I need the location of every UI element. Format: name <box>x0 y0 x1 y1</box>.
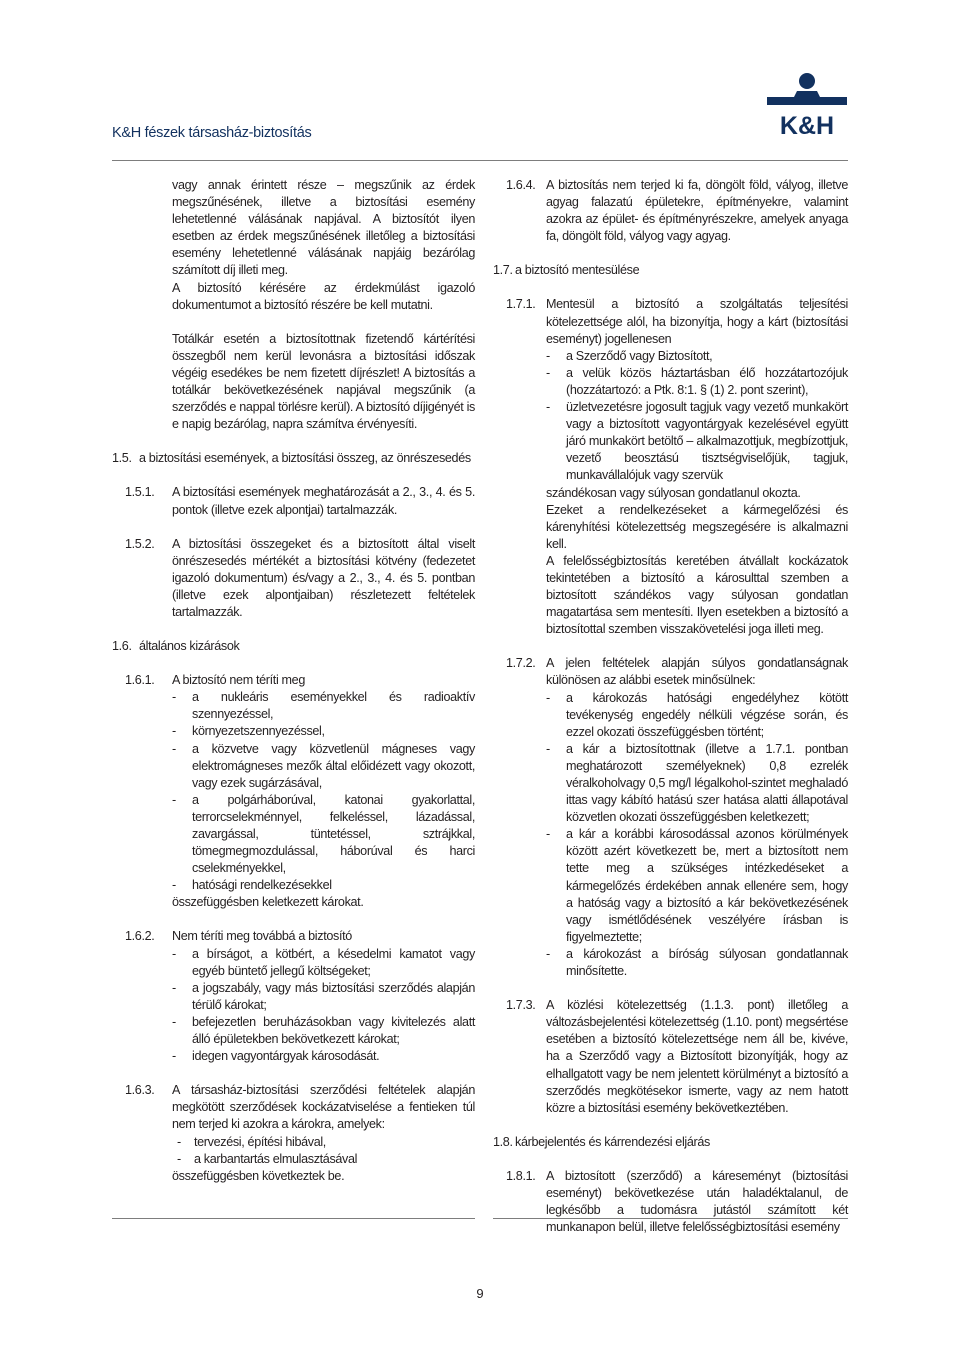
list-item: - a kár a korábbi károsodással azonos körülmények között azért következett be, mert a biztosított nem tette meg a szükséges intézkedéseket a kármegelőzés érdekében annak ellenére sem, hogy a hatóság vagy a biztosító a kár bekövetkezésének vagy ismétlődésének veszélyére írásban is figyelmeztette; <box>546 827 848 944</box>
list-item: - befejezetlen beruházásokban vagy kivitelezés alatt álló épületekben bekövetkezett károkat; <box>172 1014 475 1047</box>
list-item: - a kár a biztosítottnak (illetve a 1.7.1. pontban meghatározott személyeknek) 0,8 ezrelék véralkoholvagy 0,5 mg/l légalkohol-szintet meghaladó ittas vagy kábító hatású szer hatása alatti állapotával közvetlen okozati összefüggésben keletkezett; <box>546 741 848 825</box>
clause-1-5-1: 1.5.1. A biztosítási események meghatározását a 2., 3., 4. és 5. pontok (illetve ezek alpontjai) tartalmazzák. <box>125 485 475 517</box>
list-item: - a közvetve vagy közvetlenül mágneses vagy elektromágneses mezők által előidézett vagy okozott, vagy ezek sugárzásával, <box>172 741 475 790</box>
section-heading-1-8: 1.8. kárbejelentés és kárrendezési eljárás <box>493 1134 710 1149</box>
list-item: - tervezési, építési hibával, <box>177 1134 326 1149</box>
section-heading-1-7: 1.7. a biztosító mentesülése <box>493 263 640 278</box>
section-heading-1-6: 1.6. általános kizárások <box>112 639 240 654</box>
list-item: - hatósági rendelkezésekkel <box>172 878 332 893</box>
svg-text:K&H: K&H <box>779 112 835 138</box>
clause-1-6-3: 1.6.3. A társasház-biztosítási szerződési feltételek alapján megkötött szerződések kockázatviselése a fentieken túl nem terjed ki azokra a károkra, amelyek: - tervezési, építési hibával, - a karbantartás elmulasztásával összefüggésben következtek be. <box>125 1083 475 1183</box>
clause-1-7-2: 1.7.2. A jelen feltételek alapján súlyos gondatlanságnak különösen az alábbi esetek minősülnek: - a károkozás hatósági engedélyhez kötött tevékenység engedély nélküli végzése során, és ezzel okozati összefüggésben történt; - a kár a biztosítottnak (illetve a 1.7.1. pontban meghatározott személyeknek) 0,8 ezrelék véralkoholvagy 0,5 mg/l légalkohol-szintet meghaladó ittas vagy kábító hatású szer hatása alatti állapotával közvetlen okozati összefüggésben keletkezett; - a kár a korábbi károsodással azonos körülmények között azért következett be, mert a biztosított nem tette meg a szükséges intézkedéseket a kármegelőzés érdekében annak ellenére sem, hogy a hatóság vagy a biztosító a kár bekövetkezésének vagy ismétlődésének veszélyére írásban is figyelmeztette; - a károkozást a bíróság súlyosan gondatlannak minősítette. <box>493 655 848 980</box>
header-rule <box>112 160 848 161</box>
list-item: - a nukleáris eseményekkel és radioaktív szennyezéssel, <box>172 690 475 722</box>
list-item: - idegen vagyontárgyak károsodását. <box>172 1049 380 1064</box>
clause-1-7-1: 1.7.1. Mentesül a biztosító a szolgáltatás teljesítési kötelezettsége alól, ha bizonyítja, hogy a kárt (biztosítási eseményt) jogellenesen - a Szerződő vagy Biztosított, - a velük közös háztartásban élő hozzátartozójuk (hozzátartozó: a Ptk. 8:1. § (1) 2. pont szerint), - üzletvezetésre jogosult tagjuk vagy vezető munkakört vagy a biztosított vagyontárgyak kezelésével együtt járó munkakört betöltő – alkalmazottjuk, megbízottjuk, vezető beosztású tisztségviselőjük, tagjuk, munkavállalójuk vagy szervük szándékosan vagy súlyosan gondatlanul okozta. Ezeket a rendelkezéseket a kármegelőzési és kárenyhítési kötelezettség megszegésére is alkalmazni kell. A felelősségbiztosítás keretében átvállalt kockázatok tekintetében a biztosító a károsulttal szemben a biztosított szándékos vagy súlyosan gondatlan magatartása sem mentesíti. Ilyen esetekben a biztosító a biztosítottal szemben visszakövetelési joga illeti meg. <box>506 297 848 637</box>
clause-1-6-4: 1.6.4. A biztosítás nem terjed ki fa, döngölt föld, vályog, illetve agyag falazatú épületekre, építményekre, valamint azokra az épület- és építményrészekre, amelyek anyaga fa, döngölt föld, vályog vagy agyag. <box>506 178 848 244</box>
clause-1-8-1: 1.8.1. A biztosított (szerződő) a káreseményt (biztosítási eseményt) bekövetkezése után haladéktalanul, de legkésőbb a tudomásra jutástól számított két munkanapon belül, illetve felelősségbiztosítási esemény <box>506 1168 848 1235</box>
list-item: - a karbantartás elmulasztásával <box>177 1151 358 1166</box>
section-heading-1-5: 1.5. a biztosítási események, a biztosítási összeg, az önrészesedés <box>112 451 471 466</box>
list-item: - a polgárháborúval, katonai gyakorlattal, terrorcselekménnyel, felkeléssel, lázadással, zavargással, tüntetéssel, sztrájkkal, tömegmegmozdulással, háborúval és harci cselekményekkel, <box>172 792 475 876</box>
list-item: - a Szerződő vagy Biztosított, <box>546 348 713 363</box>
right-column <box>493 177 848 1236</box>
footer-rule-left <box>112 1218 475 1219</box>
page-number: 9 <box>476 1286 484 1301</box>
list-item: - a károkozást a bíróság súlyosan gondatlannak minősítette. <box>546 946 848 979</box>
list-item: - környezetszennyezéssel, <box>172 724 325 739</box>
paragraph: Totálkár esetén a biztosítottnak fizetendő kártérítési összegből nem kerül levonásra a biztosítási időszak végéig esedékes be nem fizetett díjrészlet! A biztosítás a totálkár bekövetkezésének napjával megszűnik (a szerződés e nappal törlésre kerül). A biztosító díjigényét is e napig bezárólag, napra számítva érvényesíti. <box>172 331 475 432</box>
clause-1-5-2: 1.5.2. A biztosítási összegeket és a biztosított által viselt önrészesedés mértékét a biztosítási kötvény (fedezetet igazoló dokumentum) és/vagy a 2., 3., 4. és 5. pontban (illetve ezek alpontjaiban) részletezett feltételek tartalmazzák. <box>125 536 475 619</box>
clause-1-7-3: 1.7.3. A közlési kötelezettség (1.1.3. pont) illetőleg a változásbejelentési kötelezettség (1.10. pont) megsértése esetében a biztosító kötelezettsége nem áll be, kivéve, ha a Szerződő vagy a Biztosított bizonyítják, hogy az elhallgatott vagy be nem jelentett körülményt a biztosító a szerződés megkötésekor ismerte, vagy az nem hatott közre a biztosítási esemény bekövetkeztében. <box>506 998 848 1115</box>
kh-logo <box>766 72 848 138</box>
paragraph: A biztosító kérésére az érdekmúlást igazoló dokumentumot a biztosító részére be kell mutatni. <box>172 280 475 312</box>
clause-1-6-2: 1.6.2. Nem téríti meg továbbá a biztosító - a bírságot, a kötbért, a késedelmi kamatot vagy egyéb büntető jellegű költségeket; - a jogszabály, vagy más biztosítási szerződés alapján térülő károkat; - befejezetlen beruházásokban vagy kivitelezés alatt álló épületekben bekövetkezett károkat; - idegen vagyontárgyak károsodását. <box>112 928 475 1065</box>
list-item: - a bírságot, a kötbért, a késedelmi kamatot vagy egyéb büntető jellegű költségeket; <box>172 946 475 978</box>
list-item: - a károkozás hatósági engedélyhez kötött tevékenység engedély nélküli végzése során, és ezzel okozati összefüggésben történt; <box>546 690 848 739</box>
paragraph: vagy annak érintett része – megszűnik az érdek megszűnésének, illetve a biztosítási esemény lehetetlenné válásának napjával. A biztosítót ilyen esetben az érdek megszűnésének illetőleg a biztosítási esemény lehetetlenné válásának napjáig bezárólag számított díj illeti meg. <box>172 178 475 278</box>
list-item: - a velük közös háztartásban élő hozzátartozójuk (hozzátartozó: a Ptk. 8:1. § (1) 2. pont szerint), <box>546 365 848 397</box>
list-item: - a jogszabály, vagy más biztosítási szerződés alapján térülő károkat; <box>172 980 475 1012</box>
clause-1-6-1: 1.6.1. A biztosító nem téríti meg - a nukleáris eseményekkel és radioaktív szennyezéssel, - környezetszennyezéssel, - a közvetve vagy közvetlenül mágneses vagy elektromágneses mezők által előidézett vagy okozott, vagy ezek sugárzásával, - a polgárháborúval, katonai gyakorlattal, terrorcselekménnyel, felkeléssel, lázadással, zavargással, tüntetéssel, sztrájkkal, tömegmegmozdulással, háborúval és harci cselekményekkel, - hatósági rendelkezésekkel összefüggésben keletkezett károkat. <box>125 673 475 910</box>
footer-rule-right <box>493 1218 848 1219</box>
document-title: K&H fészek társasház-biztosítás <box>112 125 312 141</box>
left-column <box>112 177 475 1185</box>
list-item: - üzletvezetésre jogosult tagjuk vagy vezető munkakört vagy a biztosított vagyontárgyak kezelésével együtt járó munkakört betöltő – alkalmazottjuk, megbízottjuk, vezető beosztású tisztségviselőjük, tagjuk, munkavállalójuk vagy szervük <box>546 400 848 483</box>
